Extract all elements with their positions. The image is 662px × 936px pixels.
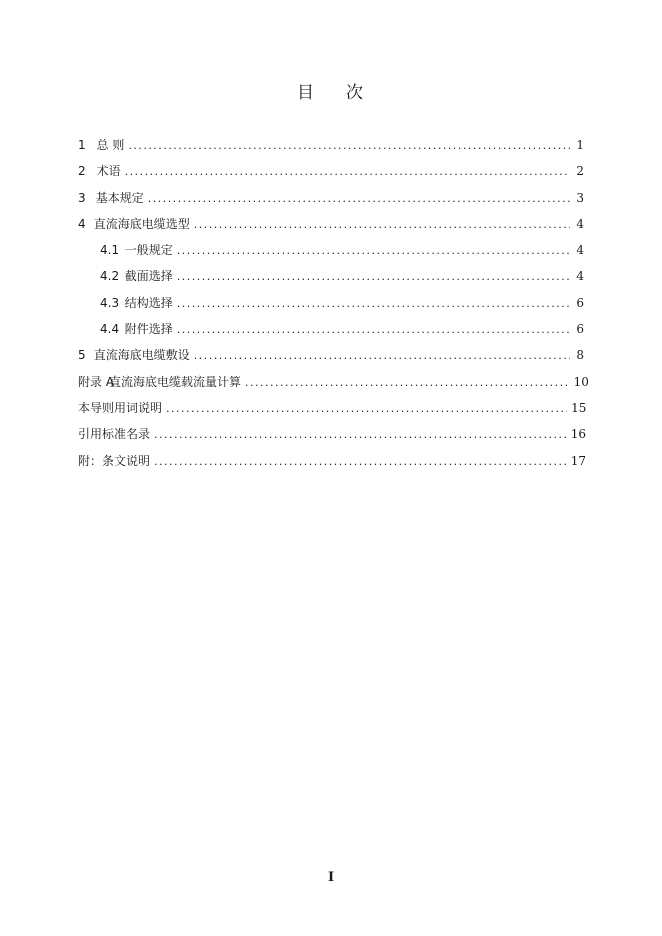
toc-entry-label: 截面选择 xyxy=(124,269,173,284)
toc-entry-number: 4 xyxy=(78,216,86,231)
toc-entry-clause-explanation[interactable] xyxy=(78,452,587,478)
toc-entry-3[interactable] xyxy=(78,189,584,215)
toc-entry-page: 4 xyxy=(576,216,584,231)
toc-entry-referenced-standards[interactable] xyxy=(78,425,587,451)
toc-entry-label: 附：条文说明 xyxy=(78,453,151,468)
toc-leader-dots xyxy=(128,139,570,152)
toc-entry-4-4[interactable] xyxy=(78,320,584,346)
toc-entry-number: 5 xyxy=(78,348,86,363)
toc-entry-page: 16 xyxy=(570,427,587,442)
toc-entry-label: 直流海底电缆敷设 xyxy=(93,348,190,363)
toc-leader-dots xyxy=(194,218,570,231)
toc-entry-page: 4 xyxy=(576,269,584,284)
page-number: I xyxy=(327,870,335,885)
toc-entry-label: 一般规定 xyxy=(124,243,173,258)
toc-entry-number: 2 xyxy=(78,164,86,179)
toc-entry-appendix-a[interactable] xyxy=(78,373,589,399)
toc-leader-dots xyxy=(177,270,570,283)
toc-entry-4[interactable] xyxy=(78,215,584,241)
toc-entry-number: 1 xyxy=(78,138,86,152)
toc-leader-dots xyxy=(245,376,570,389)
toc-entry-label: 本导则用词说明 xyxy=(78,400,163,415)
toc-entry-number: 4.1 xyxy=(100,243,120,258)
toc-entry-label: 术语 xyxy=(96,164,121,179)
toc-title-part1: 目 xyxy=(297,83,316,103)
toc-entry-1[interactable] xyxy=(78,136,584,162)
toc-entry-page: 3 xyxy=(576,190,584,205)
toc-title-part2: 次 xyxy=(346,83,365,103)
toc-leader-dots xyxy=(177,297,570,310)
toc-leader-dots xyxy=(177,323,570,336)
toc-entry-label: 结构选择 xyxy=(124,295,173,310)
toc-leader-dots xyxy=(148,192,570,205)
toc-entry-page: 6 xyxy=(576,322,584,337)
toc-entry-label: 总 则 xyxy=(96,138,125,152)
toc-entry-label: 直流海底电缆载流量计算 xyxy=(109,374,242,389)
toc-entry-5[interactable] xyxy=(78,346,584,372)
toc-entry-4-1[interactable] xyxy=(78,241,584,267)
toc-entry-label: 基本规定 xyxy=(95,190,144,205)
toc-entry-number: 3 xyxy=(78,190,86,205)
toc-entry-page: 10 xyxy=(573,374,589,389)
toc-entry-label: 直流海底电缆选型 xyxy=(93,216,190,231)
toc-title xyxy=(0,78,662,103)
toc-entry-page: 1 xyxy=(576,138,584,152)
toc-entry-page: 15 xyxy=(571,400,587,415)
toc-entry-page: 17 xyxy=(570,453,587,468)
toc-entry-page: 8 xyxy=(576,348,584,363)
toc-leader-dots xyxy=(154,428,567,441)
toc-leader-dots xyxy=(125,165,570,178)
toc-entry-page: 6 xyxy=(576,295,584,310)
toc-leader-dots xyxy=(194,349,570,362)
toc-entry-2[interactable] xyxy=(78,162,584,188)
toc-entry-page: 2 xyxy=(576,164,584,179)
toc-entry-label: 引用标准名录 xyxy=(78,427,151,442)
toc-entry-page: 4 xyxy=(576,243,584,258)
toc-entry-number: 4.4 xyxy=(100,322,120,337)
toc-entry-number: 4.2 xyxy=(100,269,120,284)
toc-entry-4-2[interactable] xyxy=(78,267,584,293)
toc-leader-dots xyxy=(166,402,567,415)
table-of-contents xyxy=(78,136,589,478)
toc-leader-dots xyxy=(154,455,567,468)
toc-entry-label: 附件选择 xyxy=(124,322,173,337)
toc-entry-number: 附录 A xyxy=(78,374,115,389)
toc-leader-dots xyxy=(177,244,570,257)
toc-entry-number: 4.3 xyxy=(100,295,120,310)
toc-entry-4-3[interactable] xyxy=(78,294,584,320)
toc-entry-wording-explanation[interactable] xyxy=(78,399,587,425)
